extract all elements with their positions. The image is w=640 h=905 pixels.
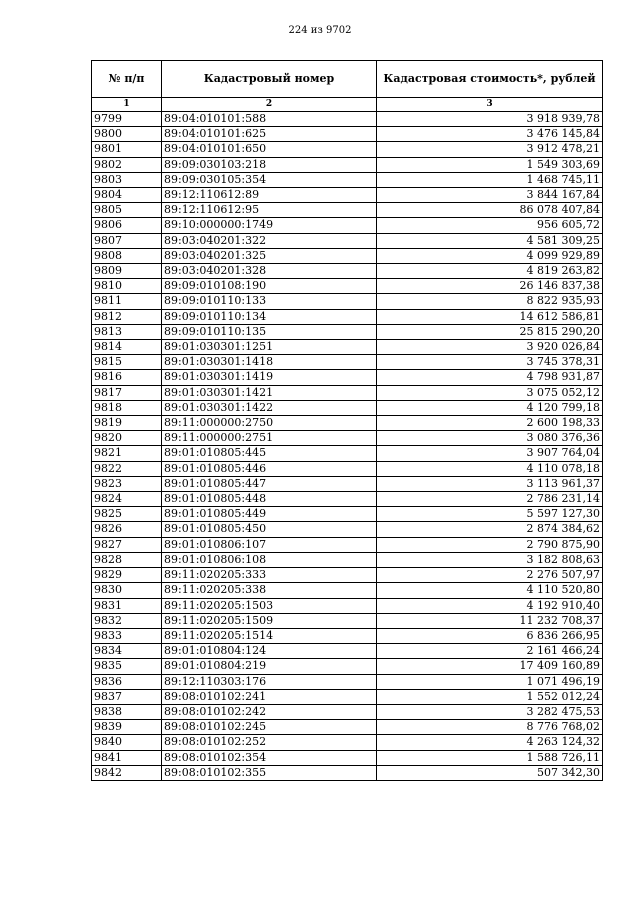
table-row [92, 248, 603, 263]
table-body [92, 112, 603, 781]
row-number: 9802 [92, 157, 162, 172]
row-number: 9828 [92, 552, 162, 567]
column-header-number: № п/п [92, 61, 162, 98]
column-header-cadastral-value: Кадастровая стоимость*, рублей [377, 61, 603, 98]
cadastral-number: 89:01:030301:1251 [162, 340, 377, 355]
cadastral-number: 89:04:010101:625 [162, 127, 377, 142]
table-row [92, 492, 603, 507]
table-row [92, 112, 603, 127]
table-row [92, 309, 603, 324]
cadastral-number: 89:01:010805:450 [162, 522, 377, 537]
table-row [92, 127, 603, 142]
cadastral-number: 89:11:020205:1509 [162, 613, 377, 628]
cadastral-value: 3 844 167,84 [377, 188, 603, 203]
cadastral-number: 89:09:030105:354 [162, 172, 377, 187]
table-row [92, 583, 603, 598]
cadastral-number: 89:01:010804:219 [162, 659, 377, 674]
row-number: 9817 [92, 385, 162, 400]
cadastral-number: 89:01:010805:447 [162, 476, 377, 491]
row-number: 9801 [92, 142, 162, 157]
cadastral-value: 2 600 198,33 [377, 416, 603, 431]
cadastral-value: 6 836 266,95 [377, 628, 603, 643]
table-row [92, 568, 603, 583]
row-number: 9807 [92, 233, 162, 248]
cadastral-number: 89:01:030301:1421 [162, 385, 377, 400]
table-row [92, 537, 603, 552]
row-number: 9834 [92, 644, 162, 659]
cadastral-value: 11 232 708,37 [377, 613, 603, 628]
table-row [92, 659, 603, 674]
row-number: 9810 [92, 279, 162, 294]
row-number: 9840 [92, 735, 162, 750]
cadastral-number: 89:08:010102:355 [162, 765, 377, 780]
table-row [92, 461, 603, 476]
cadastral-value: 2 790 875,90 [377, 537, 603, 552]
table-row [92, 765, 603, 780]
cadastral-value: 3 918 939,78 [377, 112, 603, 127]
row-number: 9822 [92, 461, 162, 476]
cadastral-number: 89:04:010101:650 [162, 142, 377, 157]
cadastral-value: 2 276 507,97 [377, 568, 603, 583]
cadastral-number: 89:03:040201:328 [162, 264, 377, 279]
column-index-1: 1 [92, 98, 162, 112]
cadastral-value: 4 110 078,18 [377, 461, 603, 476]
cadastral-value: 3 920 026,84 [377, 340, 603, 355]
table-row [92, 279, 603, 294]
column-index-3: 3 [377, 98, 603, 112]
cadastral-value: 3 912 478,21 [377, 142, 603, 157]
row-number: 9823 [92, 476, 162, 491]
cadastral-number: 89:09:010108:190 [162, 279, 377, 294]
row-number: 9814 [92, 340, 162, 355]
table-row [92, 400, 603, 415]
cadastral-number: 89:11:020205:333 [162, 568, 377, 583]
row-number: 9825 [92, 507, 162, 522]
table-row [92, 689, 603, 704]
cadastral-number: 89:12:110612:95 [162, 203, 377, 218]
table-row [92, 674, 603, 689]
table-row [92, 294, 603, 309]
cadastral-number: 89:03:040201:322 [162, 233, 377, 248]
table-row [92, 203, 603, 218]
page-number-header: 224 из 9702 [288, 25, 352, 36]
table-row [92, 370, 603, 385]
cadastral-number: 89:09:010110:134 [162, 309, 377, 324]
row-number: 9839 [92, 720, 162, 735]
cadastral-number: 89:09:010110:133 [162, 294, 377, 309]
cadastral-number: 89:08:010102:252 [162, 735, 377, 750]
cadastral-value: 4 110 520,80 [377, 583, 603, 598]
cadastral-value: 4 581 309,25 [377, 233, 603, 248]
cadastral-value: 17 409 160,89 [377, 659, 603, 674]
column-index-row [92, 98, 603, 112]
row-number: 9842 [92, 765, 162, 780]
cadastral-value: 4 192 910,40 [377, 598, 603, 613]
cadastral-value: 14 612 586,81 [377, 309, 603, 324]
row-number: 9841 [92, 750, 162, 765]
row-number: 9819 [92, 416, 162, 431]
table-row [92, 644, 603, 659]
cadastral-value: 3 282 475,53 [377, 704, 603, 719]
cadastral-value: 2 874 384,62 [377, 522, 603, 537]
cadastral-value: 507 342,30 [377, 765, 603, 780]
cadastral-number: 89:08:010102:242 [162, 704, 377, 719]
cadastral-value: 3 476 145,84 [377, 127, 603, 142]
row-number: 9838 [92, 704, 162, 719]
cadastral-number: 89:09:030103:218 [162, 157, 377, 172]
cadastral-value: 3 075 052,12 [377, 385, 603, 400]
row-number: 9804 [92, 188, 162, 203]
row-number: 9806 [92, 218, 162, 233]
cadastral-value: 2 786 231,14 [377, 492, 603, 507]
cadastral-number: 89:11:020205:1503 [162, 598, 377, 613]
cadastral-value: 3 113 961,37 [377, 476, 603, 491]
cadastral-number: 89:11:020205:338 [162, 583, 377, 598]
row-number: 9808 [92, 248, 162, 263]
cadastral-value: 1 552 012,24 [377, 689, 603, 704]
row-number: 9832 [92, 613, 162, 628]
table-row [92, 750, 603, 765]
cadastral-value: 8 776 768,02 [377, 720, 603, 735]
cadastral-value-table [91, 60, 603, 781]
table-row [92, 172, 603, 187]
row-number: 9818 [92, 400, 162, 415]
cadastral-value: 3 182 808,63 [377, 552, 603, 567]
row-number: 9805 [92, 203, 162, 218]
cadastral-number: 89:01:010805:446 [162, 461, 377, 476]
column-index-2: 2 [162, 98, 377, 112]
table-row [92, 324, 603, 339]
table-row [92, 476, 603, 491]
cadastral-number: 89:01:010804:124 [162, 644, 377, 659]
table-row [92, 431, 603, 446]
table-header-row [92, 61, 603, 98]
cadastral-value: 3 745 378,31 [377, 355, 603, 370]
row-number: 9799 [92, 112, 162, 127]
cadastral-value: 3 080 376,36 [377, 431, 603, 446]
table-row [92, 720, 603, 735]
cadastral-number: 89:01:010805:449 [162, 507, 377, 522]
cadastral-number: 89:11:000000:2750 [162, 416, 377, 431]
table-row [92, 446, 603, 461]
row-number: 9803 [92, 172, 162, 187]
row-number: 9836 [92, 674, 162, 689]
row-number: 9813 [92, 324, 162, 339]
cadastral-number: 89:11:020205:1514 [162, 628, 377, 643]
row-number: 9809 [92, 264, 162, 279]
table-row [92, 264, 603, 279]
table-row [92, 385, 603, 400]
cadastral-value: 2 161 466,24 [377, 644, 603, 659]
cadastral-value: 5 597 127,30 [377, 507, 603, 522]
row-number: 9831 [92, 598, 162, 613]
row-number: 9816 [92, 370, 162, 385]
table-row [92, 416, 603, 431]
table-row [92, 552, 603, 567]
cadastral-value: 1 071 496,19 [377, 674, 603, 689]
cadastral-number: 89:12:110303:176 [162, 674, 377, 689]
table-row [92, 613, 603, 628]
row-number: 9829 [92, 568, 162, 583]
table-row [92, 628, 603, 643]
cadastral-number: 89:03:040201:325 [162, 248, 377, 263]
table-row [92, 735, 603, 750]
cadastral-number: 89:01:030301:1422 [162, 400, 377, 415]
row-number: 9821 [92, 446, 162, 461]
cadastral-value: 1 468 745,11 [377, 172, 603, 187]
table-row [92, 142, 603, 157]
table-row [92, 507, 603, 522]
cadastral-value: 4 819 263,82 [377, 264, 603, 279]
cadastral-value: 1 588 726,11 [377, 750, 603, 765]
cadastral-value: 25 815 290,20 [377, 324, 603, 339]
row-number: 9811 [92, 294, 162, 309]
table-row [92, 157, 603, 172]
row-number: 9835 [92, 659, 162, 674]
cadastral-number: 89:01:010806:107 [162, 537, 377, 552]
cadastral-value: 1 549 303,69 [377, 157, 603, 172]
row-number: 9824 [92, 492, 162, 507]
table-row [92, 218, 603, 233]
row-number: 9826 [92, 522, 162, 537]
cadastral-value: 86 078 407,84 [377, 203, 603, 218]
cadastral-number: 89:01:010805:445 [162, 446, 377, 461]
table-row [92, 188, 603, 203]
cadastral-value: 956 605,72 [377, 218, 603, 233]
table-row [92, 598, 603, 613]
row-number: 9830 [92, 583, 162, 598]
table-row [92, 340, 603, 355]
row-number: 9833 [92, 628, 162, 643]
cadastral-value: 4 120 799,18 [377, 400, 603, 415]
cadastral-number: 89:12:110612:89 [162, 188, 377, 203]
table-row [92, 233, 603, 248]
cadastral-value: 3 907 764,04 [377, 446, 603, 461]
cadastral-value: 4 099 929,89 [377, 248, 603, 263]
row-number: 9800 [92, 127, 162, 142]
cadastral-number: 89:01:030301:1418 [162, 355, 377, 370]
cadastral-number: 89:04:010101:588 [162, 112, 377, 127]
cadastral-value: 8 822 935,93 [377, 294, 603, 309]
cadastral-number: 89:09:010110:135 [162, 324, 377, 339]
row-number: 9837 [92, 689, 162, 704]
cadastral-number: 89:10:000000:1749 [162, 218, 377, 233]
row-number: 9827 [92, 537, 162, 552]
table-row [92, 704, 603, 719]
cadastral-number: 89:08:010102:245 [162, 720, 377, 735]
column-header-cadastral-number: Кадастровый номер [162, 61, 377, 98]
cadastral-number: 89:01:030301:1419 [162, 370, 377, 385]
cadastral-number: 89:01:010805:448 [162, 492, 377, 507]
cadastral-value: 26 146 837,38 [377, 279, 603, 294]
cadastral-number: 89:01:010806:108 [162, 552, 377, 567]
cadastral-value: 4 263 124,32 [377, 735, 603, 750]
table-row [92, 355, 603, 370]
cadastral-value: 4 798 931,87 [377, 370, 603, 385]
row-number: 9812 [92, 309, 162, 324]
row-number: 9815 [92, 355, 162, 370]
cadastral-number: 89:08:010102:354 [162, 750, 377, 765]
row-number: 9820 [92, 431, 162, 446]
table-row [92, 522, 603, 537]
cadastral-number: 89:11:000000:2751 [162, 431, 377, 446]
cadastral-number: 89:08:010102:241 [162, 689, 377, 704]
